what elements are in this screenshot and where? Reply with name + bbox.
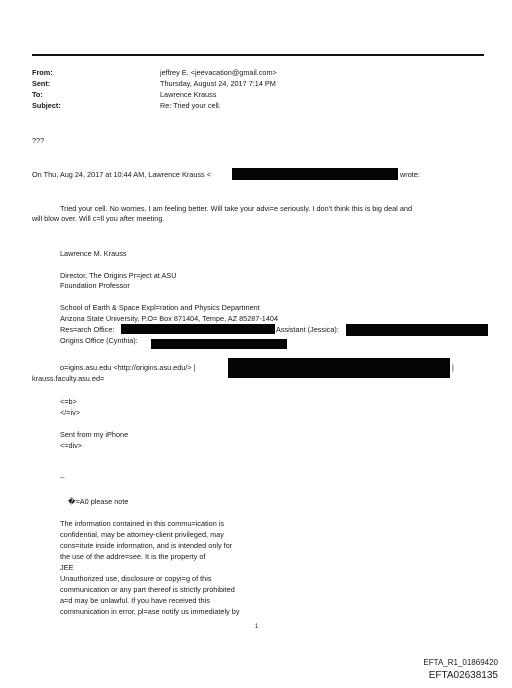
- redacted-assistant-phone: [346, 324, 488, 336]
- disclaimer-line: communication or any part thereof is strictly prohibited: [60, 585, 235, 594]
- to-label: To:: [32, 90, 43, 99]
- assistant-label: Assistant (Jessica):: [276, 325, 339, 334]
- redacted-link-block: [228, 358, 450, 378]
- faculty-line: krauss.faculty.asu.ed=: [32, 374, 105, 383]
- signature-title-2: Foundation Professor: [60, 281, 130, 290]
- header-rule: [32, 54, 484, 56]
- origins-link-line: o=igins.asu.edu <http://origins.asu.edu/> |: [60, 363, 196, 372]
- div-close-text: </=iv>: [60, 408, 81, 417]
- disclaimer-line: the use of the addre=see. It is the property of: [60, 552, 206, 561]
- research-office-label: Res=arch Office:: [60, 325, 115, 334]
- body-line-1: Tried your cell. No worries. I am feeling better. Will take your advi=e seriously. I don't think this is big deal and: [60, 204, 413, 213]
- origins-office-label: Origins Office (Cynthia):: [60, 336, 138, 345]
- signature-address: Arizona State University, P.O= Box 871404, Tempe, AZ 85287-1404: [60, 314, 279, 323]
- sent-value: Thursday, August 24, 2017 7:14 PM: [160, 79, 276, 88]
- disclaimer-line: Unauthorized use, disclosure or copyi=g of this: [60, 574, 212, 583]
- b-tag-text: <=b>: [60, 397, 77, 406]
- separator: --: [60, 473, 65, 482]
- reply-text: ???: [32, 136, 45, 145]
- disclaimer-line: a=d may be unlawful. If you have received this: [60, 596, 210, 605]
- footer-id-1: EFTA_R1_01869420: [423, 658, 498, 667]
- body-line-2: will blow over. Will c=ll you after meeting.: [32, 214, 165, 223]
- to-value: Lawrence Krauss: [160, 90, 217, 99]
- div-open-text: <=div>: [60, 441, 83, 450]
- disclaimer-line: JEE: [60, 563, 74, 572]
- from-label: From:: [32, 68, 53, 77]
- quote-intro: On Thu, Aug 24, 2017 at 10:44 AM, Lawrence Krauss <: [32, 170, 211, 179]
- note-text: �=A0 please note: [68, 497, 129, 506]
- sent-from-iphone: Sent from my iPhone: [60, 430, 129, 439]
- page-number: 1: [255, 624, 259, 630]
- subject-label: Subject:: [32, 101, 61, 110]
- disclaimer-line: The information contained in this commu=ication is: [60, 519, 225, 528]
- footer-id-2: EFTA02638135: [428, 670, 498, 681]
- redacted-research-phone: [121, 324, 275, 334]
- from-value: jeffrey E. <jeevacation@gmail.com>: [160, 68, 277, 77]
- quote-wrote: wrote:: [400, 170, 420, 179]
- signature-dept: School of Earth & Space Expl=ration and Physics Department: [60, 303, 260, 312]
- disclaimer-line: communication in error, pl=ase notify us immediately by: [60, 607, 240, 616]
- signature-name: Lawrence M. Krauss: [60, 249, 127, 258]
- signature-title-1: Director, The Origins Pr=ject at ASU: [60, 271, 177, 280]
- disclaimer-line: confidential, may be attorney-client privileged, may: [60, 530, 224, 539]
- sent-label: Sent:: [32, 79, 51, 88]
- subject-value: Re: Tried your cell.: [160, 101, 221, 110]
- disclaimer-line: cons=itute inside information, and is intended only for: [60, 541, 233, 550]
- redacted-origins-phone: [151, 339, 287, 349]
- link-pipe: |: [452, 363, 454, 372]
- redacted-email-box: [232, 168, 398, 180]
